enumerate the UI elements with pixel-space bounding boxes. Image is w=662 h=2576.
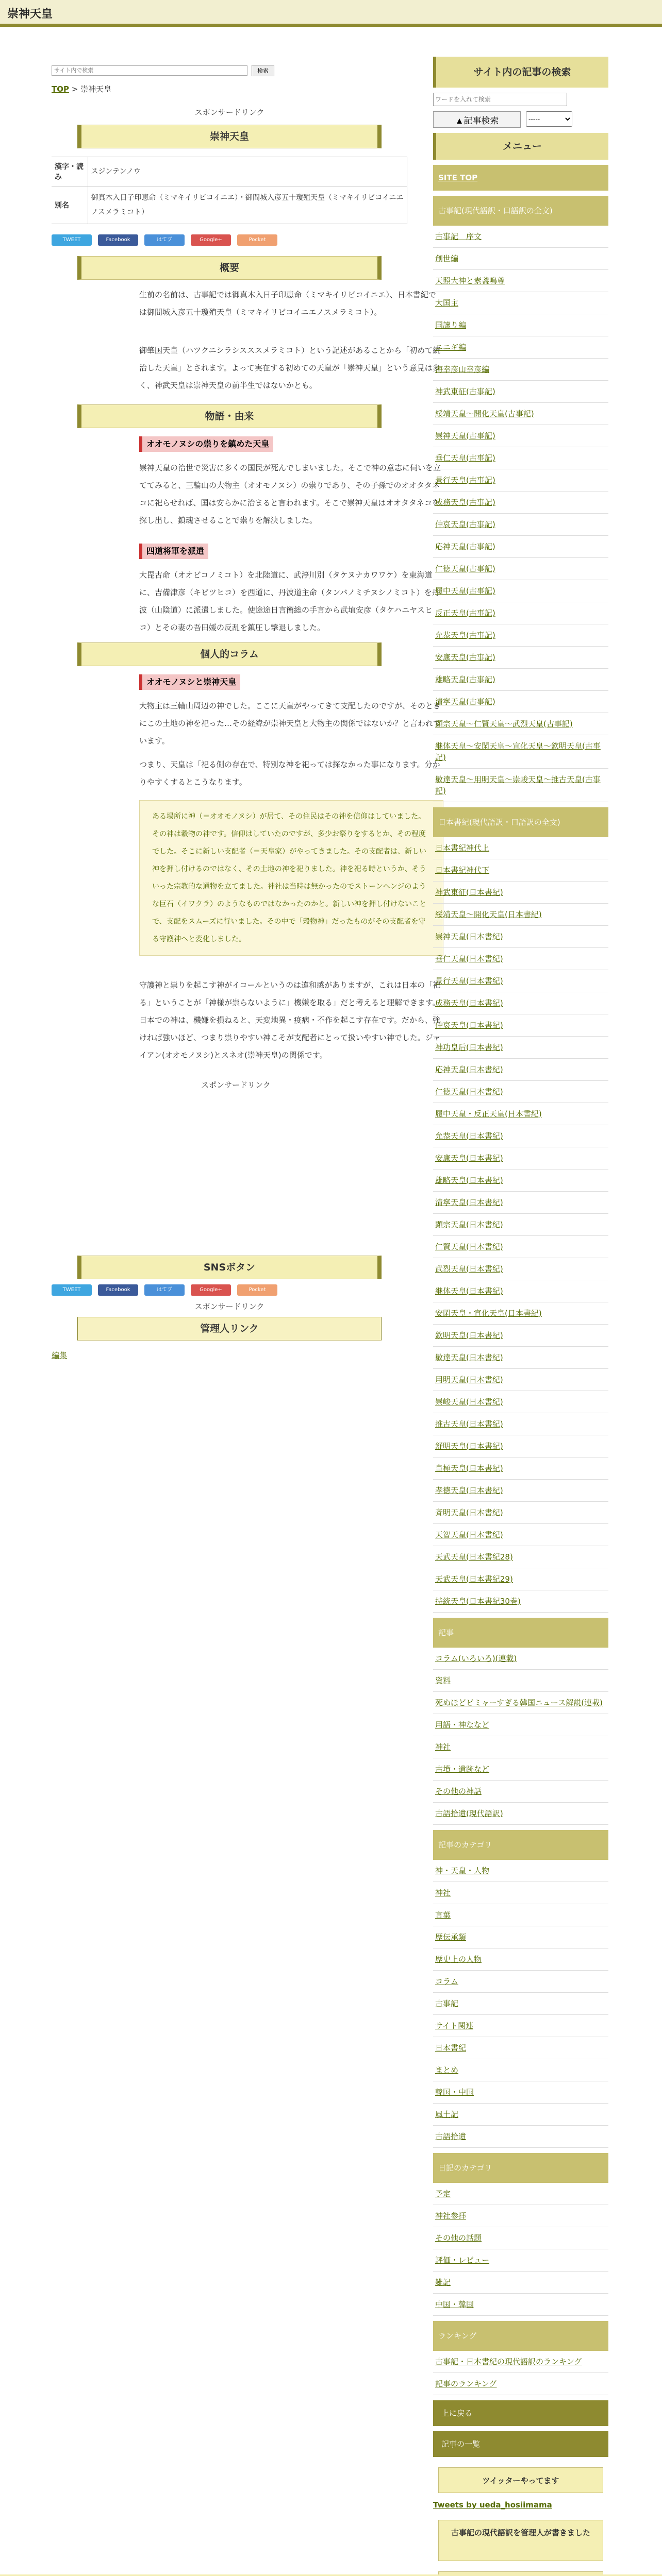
breadcrumb-current: 崇神天皇 [80,84,112,94]
story-paragraph: 大毘古命（オオビコノミコト）を北陸道に、武渟川別（タケヌナカワワケ）を東海道に、吉備津彦（キビツヒコ）を西道に、丹波道主命（タンバノミチヌシノミコト）を丹波（山陰道）に派遣しました。使途途日言簡総の手言から武埴安彦（タケハニヤスヒコ）とその妻の吾田媛の反乱を鎮圧し撃退しました。 [139,570,440,632]
sidebar-link[interactable]: 舒明天皇(日本書紀) [435,1442,503,1451]
story-heading: 物語・由来 [77,404,382,428]
tweets-link[interactable]: Tweets by ueda_hosiimama [433,2500,552,2510]
sidebar-link[interactable]: 継体天皇～安閑天皇～宣化天皇～欽明天皇(古事記) [435,741,601,762]
sidebar-list-item [433,1480,608,1502]
sidebar-link[interactable]: 安閑天皇・宣化天皇(日本書紀) [435,1309,542,1318]
column-paragraph: つまり、天皇は「祀る側の存在で、特別な神を祀っては探なかった事になります。分かりやすくするとこうなります。 [139,760,440,787]
sidebar-search-heading: サイト内の記事の検索 [433,57,608,88]
sidebar-link[interactable]: 応神天皇(古事記) [435,542,495,551]
sidebar-list-item [433,1391,608,1413]
share-buttons [52,234,407,246]
sidebar-link[interactable]: 履中天皇・反正天皇(日本書紀) [435,1109,542,1118]
sidebar-link[interactable]: 履中天皇(古事記) [435,586,495,596]
story-subheading: 四道将軍を派遣 [139,544,208,559]
sidebar-link[interactable]: 天武天皇(日本書紀28) [435,1552,513,1562]
sidebar-link[interactable]: 清寧天皇(古事記) [435,697,495,706]
info-table [52,157,407,224]
sidebar-list-item [433,1458,608,1480]
back-to-top-button[interactable]: 上に戻る [433,2400,608,2426]
sidebar-list-item [433,1258,608,1280]
sidebar-link[interactable]: 継体天皇(日本書紀) [435,1286,503,1296]
sidebar-link[interactable]: 垂仁天皇(古事記) [435,453,495,463]
sidebar-list-item [433,2373,608,2395]
top-search [52,65,407,76]
sidebar-list-item [433,1192,608,1214]
sidebar-link[interactable]: 古事記・日本書紀の現代語訳のランキング [435,2357,582,2366]
sidebar-search [433,88,608,128]
sidebar-list-item [433,1103,608,1125]
sidebar-link[interactable]: 敏達天皇～用明天皇～崇峻天皇～推古天皇(古事記) [435,775,601,795]
sidebar-list-item [433,314,608,336]
twitter-button[interactable]: ツイッターやってます [438,2467,603,2493]
sidebar-link[interactable]: 景行天皇(古事記) [435,476,495,485]
sidebar-link[interactable]: 神・天皇・人物 [435,1866,490,1875]
sidebar-list-item [433,2059,608,2081]
sidebar-list-item [433,647,608,669]
sidebar-link[interactable]: 海幸彦山幸彦編 [435,365,490,374]
facebook-button[interactable]: Facebook [98,234,138,246]
sidebar-link[interactable]: 天武天皇(日本書紀29) [435,1574,513,1584]
sidebar-list-item [433,1524,608,1546]
translation-book-button[interactable]: 古事記の現代語訳を管理人が書きました [438,2520,603,2561]
sidebar-list-item [433,1904,608,1926]
sidebar-list-item [433,226,608,248]
sidebar-link[interactable]: 允恭天皇(古事記) [435,631,495,640]
sidebar-link[interactable]: 皇極天皇(日本書紀) [435,1464,503,1473]
sidebar-list-item [433,1125,608,1147]
sidebar-link[interactable]: 仲哀天皇(古事記) [435,520,495,529]
sidebar-list-item [433,1147,608,1170]
sidebar-link[interactable]: 神社参拝 [435,2211,467,2221]
column-body [139,666,443,1094]
sidebar-link[interactable]: 欽明天皇(日本書紀) [435,1331,503,1340]
sidebar-list-item [433,2205,608,2227]
sidebar-list-item [433,735,608,769]
sponsor-label: スポンサードリンク [194,108,264,117]
sidebar-list-item [433,514,608,536]
sidebar-link[interactable]: 允恭天皇(日本書紀) [435,1131,503,1141]
sidebar-list-item [433,2249,608,2272]
sidebar-link[interactable]: 雄略天皇(日本書紀) [435,1176,503,1185]
sidebar-list-item [433,1413,608,1435]
table-row [52,187,407,224]
sidebar-link[interactable]: 天照大神と素盞嗚尊 [435,276,505,285]
site-top-link [433,165,608,191]
sidebar-list-item [433,1170,608,1192]
sidebar-link[interactable]: 崇神天皇(日本書紀) [435,932,503,941]
sidebar-list-item [433,1803,608,1825]
sidebar-list-item [433,1948,608,1971]
sidebar-list-item [433,1037,608,1059]
sidebar-link[interactable]: 綏靖天皇～開化天皇(日本書紀) [435,910,542,919]
sidebar-list-item [433,381,608,403]
sidebar-list-item [433,713,608,735]
sidebar-link[interactable]: 清寧天皇(日本書紀) [435,1198,503,1207]
sidebar-link[interactable]: 雄略天皇(古事記) [435,675,495,684]
sidebar-list-item [433,1781,608,1803]
info-header: 別名 [52,187,88,224]
sidebar-link[interactable]: 応神天皇(日本書紀) [435,1065,503,1074]
sidebar-link[interactable]: 雑記 [435,2278,451,2287]
sidebar-list-item [433,403,608,425]
sidebar-link[interactable]: 中国・韓国 [435,2300,474,2309]
sidebar-list-item [433,336,608,359]
edit-link[interactable]: 編集 [52,1351,68,1360]
main-content [52,57,441,1361]
sidebar-link[interactable]: 安康天皇(日本書紀) [435,1154,503,1163]
sidebar-list-item [433,624,608,647]
story-subheading: オオモノヌシの祟りを鎮めた天皇 [139,436,273,452]
story-body [139,428,443,636]
sidebar-list-item [433,1435,608,1458]
sidebar-list-item [433,837,608,859]
column-paragraph: 大物主は三輪山周辺の神でした。ここに天皇がやってきて支配したのですが、そのときにこの土地の神を祀った…その経緯が崇神天皇と大物主の関係ではないか？と言われています。 [139,701,441,745]
sidebar-link[interactable]: 古語拾遺 [435,2132,467,2141]
sidebar-link[interactable]: コラム [435,1977,458,1986]
sidebar-list-item [433,270,608,292]
sidebar-link[interactable]: 斉明天皇(日本書紀) [435,1508,503,1517]
breadcrumb-separator: > [71,84,78,94]
column-heading: 個人的コラム [77,642,382,666]
facebook-button[interactable]: Facebook [98,1284,138,1296]
sidebar-link[interactable]: 垂仁天皇(日本書紀) [435,954,503,963]
category-kojiki-heading: 古事記(現代語訳・口語訳の全文) [433,196,608,226]
sidebar-list-item [433,1369,608,1391]
summary-paragraph: 御肇国天皇（ハツクニシラシスススメラミコト）という記述があることから「初めて統治した天皇」とされます。よって実在する初めての天皇が「崇神天皇」という意見は多く、神武天皇は崇神天皇の前半生ではないかとも。 [139,346,441,390]
info-value: スジンテンノウ [88,157,407,187]
sidebar-list-item [433,1993,608,2015]
sidebar-list-item [433,1670,608,1692]
column-subheading: オオモノヌシと崇神天皇 [139,674,240,690]
sidebar-list-item [433,580,608,602]
column-paragraph: 守護神と祟りを起こす神がイコールというのは違和感がありますが、これは日本の「祀る」ということが「神様が祟らないように」機嫌を取る」だと考えると理解できます。日本での神は、機嫌を損ねると、天変地異・疫病・不作を起こす存在です。だから、強ければ強いほど、つまり祟りやすい神こそが支配者にとって扱いやすい神でした。ジャイアン(オオモノヌシ)とスネオ(崇神天皇)の関係です。 [139,980,441,1060]
sidebar-link[interactable]: 神社 [435,1888,451,1897]
category-diary-heading: 日記のカテゴリ [433,2153,608,2183]
sidebar-link[interactable]: まとめ [435,2065,459,2075]
sidebar-list-item [433,248,608,270]
sidebar-list-item [433,691,608,713]
sidebar-search-button[interactable]: ▲記事検索 [433,111,521,128]
sidebar-link[interactable]: 仁徳天皇(日本書紀) [435,1087,503,1096]
summary-body [139,286,443,394]
sidebar-list-item [433,2104,608,2126]
sidebar-list-item [433,359,608,381]
sidebar-link[interactable]: 韓国・中国 [435,2088,474,2097]
sidebar-list-item [433,926,608,948]
sidebar-list-item [433,769,608,802]
ad-space [52,1101,407,1256]
sns-heading: SNSボタン [77,1256,382,1279]
admin-heading: 管理人リンク [77,1317,382,1341]
sidebar-link[interactable]: 推古天皇(日本書紀) [435,1419,503,1429]
sidebar-link[interactable]: 顕宗天皇(日本書紀) [435,1220,503,1229]
sidebar-list-item [433,904,608,926]
column-quote: ある場所に神（＝オオモノヌシ）が居て、その住民はその神を信仰はしていました。その神は穀物の神です。信仰はしていたのですが、多少お祭りをするとか、その程度でした。そこに新しい支配者（＝天皇家）がやってきました。その支配者は、新しい神を押し付けるのではなく、その土地の神を祀りました。神を祀る時というか、そういった宗教的な通物を立てました。神社は当時は無かったのでストーンヘンジのような巨石（イワクラ）のようなものではなかったのかと。新しい神を押し付けないことで、支配をスムーズに行いました。その中で「穀物神」だったものがその支配者を守る守護神へと変化しました。 [139,800,443,956]
sponsor-label: スポンサードリンク [194,1302,264,1311]
sidebar-list-item [433,1014,608,1037]
sidebar-link[interactable]: 神武東征(古事記) [435,387,495,396]
article-categories-list [433,1860,608,2148]
sidebar-link[interactable]: 武烈天皇(日本書紀) [435,1264,503,1274]
story-paragraph: 崇神天皇の治世で災害に多くの国民が死んでしまいました。そこで神の意志に伺いを立ててみると、三輪山の大物主（オオモノヌシ）の祟りであり、その子孫でのオオタタネコに祀らせれば、国は安らかに治まると言われます。そこで崇神天皇はオオタタネコを探し出し、鎮魂させることで祟りを解決しました。 [139,463,441,525]
sidebar-link[interactable]: 崇神天皇(古事記) [435,431,495,440]
sidebar-list-item [433,2294,608,2316]
sidebar-link[interactable]: サイト関連 [435,2021,473,2030]
summary-heading: 概要 [77,256,382,280]
sidebar-search-input[interactable] [433,93,567,106]
category-ranking-heading: ランキング [433,2321,608,2351]
search-scope-select[interactable] [526,111,572,127]
tweet-button[interactable]: TWEET [52,234,92,246]
breadcrumb [52,83,407,94]
sidebar-link[interactable]: 成務天皇(古事記) [435,498,495,507]
sidebar-list-item [433,447,608,469]
sidebar-list-item [433,536,608,558]
sidebar-link[interactable]: 敏達天皇(日本書紀) [435,1353,503,1362]
summary-paragraph: 生前の名前は、古事記では御真木入日子印恵命（ミマキイリビコイニエ）、日本書紀では御間城入彦五十瓊殖天皇（ミマキイリビコイニエノスメラミコト）。 [139,290,436,317]
sidebar-link[interactable]: 資料 [435,1676,451,1685]
menu-heading: メニュー [433,133,608,160]
sidebar-list-item [433,2351,608,2373]
category-nihonshoki-heading: 日本書紀(現代語訳・口語訳の全文) [433,807,608,837]
sidebar-list-item [433,1758,608,1781]
pocket-button[interactable]: Pocket [237,1284,277,1296]
sidebar-link[interactable]: 大国主 [435,298,459,308]
search-button[interactable]: 検索 [252,65,274,76]
sidebar-list-item [433,1546,608,1568]
sidebar-list-item [433,948,608,970]
sidebar-list-item [433,2081,608,2104]
sidebar-list-item [433,602,608,624]
sidebar-list-item [433,1860,608,1882]
sidebar-list-item [433,1502,608,1524]
sidebar-link[interactable]: 安康天皇(古事記) [435,653,495,662]
diary-categories-list [433,2183,608,2316]
articles-list [433,1648,608,1825]
sidebar-link[interactable]: 古墳・遺跡など [435,1765,490,1774]
sidebar-list-item [433,1926,608,1948]
sidebar-list-item [433,2037,608,2059]
sidebar-list-item [433,1236,608,1258]
sidebar-list-item [433,1648,608,1670]
sidebar-list-item [433,1568,608,1590]
sidebar-list-item [433,1347,608,1369]
sidebar-link[interactable]: 仲哀天皇(日本書紀) [435,1021,503,1030]
sidebar-list-item [433,859,608,882]
sidebar-link[interactable]: 日本書紀神代下 [435,866,490,875]
sidebar-list-item [433,2272,608,2294]
sidebar-list-item [433,970,608,992]
sidebar-list-item [433,1882,608,1904]
sidebar-list-item [433,1280,608,1302]
sidebar-list-item [433,1302,608,1325]
nihonshoki-list [433,837,608,1613]
kojiki-list [433,226,608,802]
sidebar-list-item [433,2126,608,2148]
sidebar-list-item [433,1081,608,1103]
hatena-button[interactable]: はてブ [144,1284,185,1296]
sidebar-list-item [433,425,608,447]
sidebar-list-item [433,2015,608,2037]
sidebar-link[interactable]: 言葉 [435,1910,451,1920]
sidebar-list-item [433,669,608,691]
sidebar-link[interactable]: 用語・神ななど [435,1720,490,1730]
sidebar-list-item [433,1971,608,1993]
google-plus-button[interactable]: Google+ [191,1284,231,1296]
sidebar-link[interactable]: 風土記 [435,2110,459,2119]
hatena-button[interactable]: はてブ [144,234,185,246]
sidebar-link[interactable]: 記事のランキング [435,2379,497,2388]
sidebar-link[interactable]: その他の話題 [435,2233,482,2243]
sidebar-link[interactable]: 創世編 [435,254,459,263]
sidebar-link[interactable]: 神社 [435,1742,451,1752]
sidebar-list-item [433,492,608,514]
sidebar-link[interactable]: ニニギ編 [435,343,467,352]
sidebar-link[interactable]: 評価・レビュー [435,2256,490,2265]
search-input[interactable] [52,65,247,76]
info-value: 御真木入日子印恵命（ミマキイリビコイニエ）・御間城入彦五十瓊殖天皇（ミマキイリビコイニエノスメラミコト） [88,187,407,224]
sidebar-link[interactable]: 予定 [435,2189,451,2198]
category-articles-heading: 記事 [433,1618,608,1648]
site-title[interactable]: 崇神天皇 [7,8,53,21]
sidebar-link[interactable]: 日本書紀神代上 [435,843,490,853]
sidebar-link[interactable]: 用明天皇(日本書紀) [435,1375,503,1384]
site-top-anchor[interactable]: SITE TOP [438,173,478,182]
sidebar [433,57,608,2576]
sidebar-link[interactable]: 持統天皇(日本書紀30巻) [435,1597,521,1606]
sidebar-link[interactable]: 日本書紀 [435,2043,467,2053]
share-buttons [52,1284,407,1296]
breadcrumb-top-link[interactable]: TOP [52,84,69,94]
category-article-categories-heading: 記事のカテゴリ [433,1830,608,1860]
sidebar-link[interactable]: 歴史上の人物 [435,1955,482,1964]
sidebar-list-item [433,292,608,314]
sidebar-link[interactable]: 国譲り編 [435,320,467,330]
sidebar-list-item [433,1692,608,1714]
sidebar-link[interactable]: 景行天皇(日本書紀) [435,976,503,986]
sidebar-list-item [433,1059,608,1081]
sidebar-link[interactable]: 崇峻天皇(日本書紀) [435,1397,503,1406]
sidebar-list-item [433,469,608,492]
sidebar-link[interactable]: 仁賢天皇(日本書紀) [435,1242,503,1251]
table-row [52,157,407,187]
pocket-button[interactable]: Pocket [237,234,277,246]
sidebar-link[interactable]: 古事記 序文 [435,232,482,241]
sidebar-list-item [433,1214,608,1236]
sidebar-link[interactable]: 顕宗天皇～仁賢天皇～武烈天皇(古事記) [435,719,573,728]
sidebar-link[interactable]: 死ぬほどビミャーすぎる韓国ニュース解説(連載) [435,1698,603,1707]
sidebar-list-item [433,1325,608,1347]
article-list-button[interactable]: 記事の一覧 [433,2431,608,2457]
sidebar-link[interactable]: 古語拾遺(現代語訳) [435,1809,503,1818]
tweet-button[interactable]: TWEET [52,1284,92,1296]
sidebar-link[interactable]: 天智天皇(日本書紀) [435,1530,503,1539]
sidebar-link[interactable]: その他の神話 [435,1787,482,1796]
google-plus-button[interactable]: Google+ [191,234,231,246]
sidebar-list-item [433,558,608,580]
sponsor-label: スポンサードリンク [201,1080,271,1090]
sidebar-link[interactable]: 綏靖天皇～開化天皇(古事記) [435,409,534,418]
sidebar-link[interactable]: 反正天皇(古事記) [435,608,495,618]
sidebar-list-item [433,1714,608,1736]
sidebar-link[interactable]: 仁徳天皇(古事記) [435,564,495,573]
info-header: 漢字・読み [52,157,88,187]
sidebar-list-item [433,2183,608,2205]
sidebar-list-item [433,1590,608,1613]
sidebar-link[interactable]: 神武東征(日本書紀) [435,888,503,897]
sidebar-link[interactable]: 孝徳天皇(日本書紀) [435,1486,503,1495]
sidebar-link[interactable]: コラム(いろいろ)(連載) [435,1654,517,1663]
sidebar-link[interactable]: 古事記 [435,1999,459,2008]
sidebar-list-item [433,992,608,1014]
sidebar-link[interactable]: 成務天皇(日本書紀) [435,998,503,1008]
article-title: 崇神天皇 [77,125,382,148]
sidebar-list-item [433,882,608,904]
sidebar-link[interactable]: 歴伝承類 [435,1933,467,1942]
site-header [0,0,662,27]
ranking-list [433,2351,608,2395]
sidebar-list-item [433,1736,608,1758]
sidebar-list-item [433,2227,608,2249]
sidebar-link[interactable]: 神功皇后(日本書紀) [435,1043,503,1052]
